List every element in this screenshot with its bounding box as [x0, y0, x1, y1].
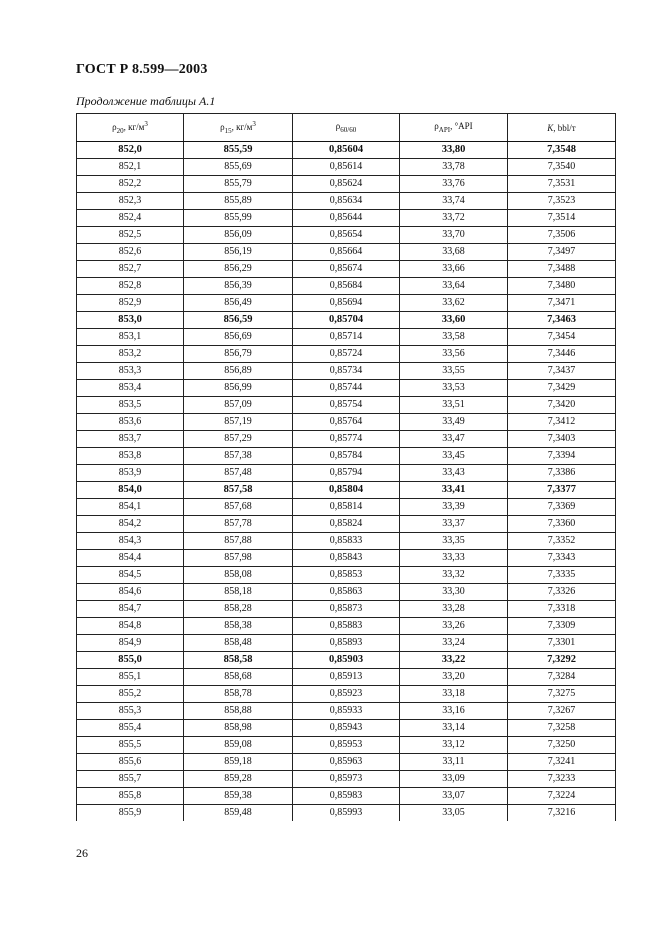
table-cell: 852,0 — [77, 142, 184, 159]
table-row — [77, 720, 616, 737]
table-row — [77, 465, 616, 482]
table-cell: 854,5 — [77, 567, 184, 584]
table-cell: 854,3 — [77, 533, 184, 550]
table-cell: 33,16 — [400, 703, 508, 720]
table-cell: 33,43 — [400, 465, 508, 482]
table-cell: 858,68 — [184, 669, 293, 686]
table-cell: 857,88 — [184, 533, 293, 550]
table-cell: 855,9 — [77, 805, 184, 822]
page-number: 26 — [76, 846, 88, 860]
table-cell: 0,85943 — [293, 720, 400, 737]
table-cell: 33,56 — [400, 346, 508, 363]
table-cell: 7,3267 — [508, 703, 616, 720]
table-cell: 857,38 — [184, 448, 293, 465]
table-cell: 859,18 — [184, 754, 293, 771]
column-superscript: 3 — [252, 120, 256, 129]
table-cell: 0,85624 — [293, 176, 400, 193]
table-cell: 852,5 — [77, 227, 184, 244]
column-symbol: K — [547, 122, 554, 133]
table-cell: 7,3275 — [508, 686, 616, 703]
table-row — [77, 788, 616, 805]
table-cell: 858,78 — [184, 686, 293, 703]
table-cell: 855,8 — [77, 788, 184, 805]
table-row — [77, 771, 616, 788]
table-cell: 7,3301 — [508, 635, 616, 652]
table-cell: 33,41 — [400, 482, 508, 499]
table-cell: 7,3403 — [508, 431, 616, 448]
table-cell: 855,89 — [184, 193, 293, 210]
table-caption: Продолжение таблицы А.1 — [76, 94, 216, 108]
table-cell: 858,88 — [184, 703, 293, 720]
table-cell: 7,3394 — [508, 448, 616, 465]
table-cell: 7,3224 — [508, 788, 616, 805]
table-row — [77, 482, 616, 499]
table-cell: 856,59 — [184, 312, 293, 329]
table-cell: 0,85644 — [293, 210, 400, 227]
table-row — [77, 142, 616, 159]
table-cell: 33,11 — [400, 754, 508, 771]
table-cell: 856,79 — [184, 346, 293, 363]
table-cell: 857,98 — [184, 550, 293, 567]
table-cell: 33,60 — [400, 312, 508, 329]
table-cell: 33,30 — [400, 584, 508, 601]
table-cell: 854,6 — [77, 584, 184, 601]
table-cell: 854,7 — [77, 601, 184, 618]
column-subscript: 20 — [116, 126, 124, 135]
column-header-rho15 — [184, 114, 293, 142]
column-header-rho60-60 — [293, 114, 400, 142]
table-row — [77, 567, 616, 584]
table-cell: 856,69 — [184, 329, 293, 346]
table-cell: 33,80 — [400, 142, 508, 159]
table-cell: 0,85704 — [293, 312, 400, 329]
table-cell: 853,9 — [77, 465, 184, 482]
table-row — [77, 414, 616, 431]
table-cell: 7,3437 — [508, 363, 616, 380]
table-cell: 855,4 — [77, 720, 184, 737]
table-cell: 0,85973 — [293, 771, 400, 788]
table-cell: 33,14 — [400, 720, 508, 737]
table-cell: 856,39 — [184, 278, 293, 295]
table-row — [77, 754, 616, 771]
table-cell: 854,1 — [77, 499, 184, 516]
table-cell: 852,4 — [77, 210, 184, 227]
table-cell: 7,3377 — [508, 482, 616, 499]
table-cell: 0,85833 — [293, 533, 400, 550]
table-cell: 0,85694 — [293, 295, 400, 312]
table-cell: 7,3318 — [508, 601, 616, 618]
table-cell: 852,2 — [77, 176, 184, 193]
table-row — [77, 686, 616, 703]
table-cell: 7,3548 — [508, 142, 616, 159]
table-row — [77, 652, 616, 669]
table-row — [77, 805, 616, 822]
table-cell: 7,3531 — [508, 176, 616, 193]
table-cell: 852,6 — [77, 244, 184, 261]
table-cell: 0,85664 — [293, 244, 400, 261]
table-cell: 0,85873 — [293, 601, 400, 618]
table-cell: 855,6 — [77, 754, 184, 771]
data-table-container — [76, 113, 615, 821]
table-cell: 855,59 — [184, 142, 293, 159]
table-cell: 33,78 — [400, 159, 508, 176]
table-cell: 0,85983 — [293, 788, 400, 805]
table-cell: 0,85933 — [293, 703, 400, 720]
table-cell: 7,3488 — [508, 261, 616, 278]
column-unit: , °API — [450, 120, 473, 131]
table-row — [77, 431, 616, 448]
table-cell: 33,53 — [400, 380, 508, 397]
table-cell: 858,98 — [184, 720, 293, 737]
table-cell: 853,4 — [77, 380, 184, 397]
table-cell: 857,58 — [184, 482, 293, 499]
table-cell: 33,64 — [400, 278, 508, 295]
table-cell: 853,7 — [77, 431, 184, 448]
table-row — [77, 346, 616, 363]
table-cell: 857,68 — [184, 499, 293, 516]
table-cell: 0,85923 — [293, 686, 400, 703]
table-cell: 33,55 — [400, 363, 508, 380]
table-cell: 7,3454 — [508, 329, 616, 346]
table-row — [77, 295, 616, 312]
table-cell: 33,62 — [400, 295, 508, 312]
table-row — [77, 278, 616, 295]
table-cell: 857,09 — [184, 397, 293, 414]
table-row — [77, 380, 616, 397]
table-cell: 7,3335 — [508, 567, 616, 584]
table-cell: 0,85654 — [293, 227, 400, 244]
table-cell: 7,3412 — [508, 414, 616, 431]
table-cell: 33,33 — [400, 550, 508, 567]
table-cell: 855,0 — [77, 652, 184, 669]
table-cell: 855,7 — [77, 771, 184, 788]
table-body — [77, 142, 616, 822]
table-cell: 7,3258 — [508, 720, 616, 737]
table-cell: 7,3514 — [508, 210, 616, 227]
table-cell: 33,22 — [400, 652, 508, 669]
table-row — [77, 737, 616, 754]
table-cell: 7,3480 — [508, 278, 616, 295]
table-cell: 0,85903 — [293, 652, 400, 669]
table-cell: 0,85883 — [293, 618, 400, 635]
table-cell: 33,32 — [400, 567, 508, 584]
table-cell: 0,85734 — [293, 363, 400, 380]
column-unit: , кг/м — [123, 122, 145, 133]
table-cell: 7,3284 — [508, 669, 616, 686]
table-cell: 853,0 — [77, 312, 184, 329]
table-cell: 0,85953 — [293, 737, 400, 754]
table-row — [77, 635, 616, 652]
table-row — [77, 516, 616, 533]
table-cell: 853,2 — [77, 346, 184, 363]
table-cell: 7,3369 — [508, 499, 616, 516]
table-row — [77, 499, 616, 516]
table-cell: 7,3420 — [508, 397, 616, 414]
table-cell: 33,12 — [400, 737, 508, 754]
table-cell: 7,3360 — [508, 516, 616, 533]
table-row — [77, 363, 616, 380]
table-header-row — [77, 114, 616, 142]
document-title: ГОСТ Р 8.599—2003 — [76, 62, 208, 77]
table-cell: 854,9 — [77, 635, 184, 652]
table-cell: 857,29 — [184, 431, 293, 448]
table-cell: 7,3343 — [508, 550, 616, 567]
table-cell: 856,19 — [184, 244, 293, 261]
table-cell: 7,3292 — [508, 652, 616, 669]
table-row — [77, 669, 616, 686]
table-cell: 859,08 — [184, 737, 293, 754]
table-cell: 858,28 — [184, 601, 293, 618]
table-row — [77, 244, 616, 261]
table-cell: 859,38 — [184, 788, 293, 805]
table-cell: 855,69 — [184, 159, 293, 176]
table-cell: 858,58 — [184, 652, 293, 669]
table-cell: 7,3523 — [508, 193, 616, 210]
table-cell: 33,66 — [400, 261, 508, 278]
table-cell: 852,8 — [77, 278, 184, 295]
table-cell: 856,09 — [184, 227, 293, 244]
table-cell: 0,85863 — [293, 584, 400, 601]
data-table — [76, 113, 616, 821]
table-cell: 852,7 — [77, 261, 184, 278]
table-cell: 0,85764 — [293, 414, 400, 431]
table-cell: 856,29 — [184, 261, 293, 278]
table-cell: 856,89 — [184, 363, 293, 380]
column-symbol: ρ — [434, 120, 439, 131]
table-cell: 0,85744 — [293, 380, 400, 397]
table-cell: 33,58 — [400, 329, 508, 346]
table-cell: 855,5 — [77, 737, 184, 754]
table-cell: 858,08 — [184, 567, 293, 584]
table-cell: 33,70 — [400, 227, 508, 244]
table-cell: 0,85784 — [293, 448, 400, 465]
table-cell: 857,48 — [184, 465, 293, 482]
column-subscript: 15 — [224, 126, 232, 135]
table-cell: 853,1 — [77, 329, 184, 346]
table-cell: 0,85814 — [293, 499, 400, 516]
table-cell: 854,4 — [77, 550, 184, 567]
column-symbol: ρ — [220, 122, 225, 133]
table-cell: 856,49 — [184, 295, 293, 312]
table-cell: 7,3506 — [508, 227, 616, 244]
table-cell: 7,3216 — [508, 805, 616, 822]
table-cell: 855,2 — [77, 686, 184, 703]
table-row — [77, 261, 616, 278]
table-cell: 7,3233 — [508, 771, 616, 788]
table-cell: 858,18 — [184, 584, 293, 601]
table-row — [77, 329, 616, 346]
table-cell: 33,09 — [400, 771, 508, 788]
table-cell: 0,85913 — [293, 669, 400, 686]
column-superscript: 3 — [144, 120, 148, 129]
table-cell: 0,85614 — [293, 159, 400, 176]
table-row — [77, 533, 616, 550]
table-cell: 852,9 — [77, 295, 184, 312]
column-symbol: ρ — [112, 122, 117, 133]
column-unit: , кг/м — [231, 122, 253, 133]
column-subscript: API — [438, 125, 451, 134]
table-cell: 7,3471 — [508, 295, 616, 312]
table-cell: 33,45 — [400, 448, 508, 465]
table-cell: 33,05 — [400, 805, 508, 822]
table-cell: 33,51 — [400, 397, 508, 414]
table-cell: 0,85634 — [293, 193, 400, 210]
table-cell: 852,1 — [77, 159, 184, 176]
table-row — [77, 584, 616, 601]
table-cell: 855,99 — [184, 210, 293, 227]
table-cell: 7,3326 — [508, 584, 616, 601]
table-cell: 0,85963 — [293, 754, 400, 771]
table-cell: 33,26 — [400, 618, 508, 635]
table-cell: 7,3446 — [508, 346, 616, 363]
table-cell: 0,85714 — [293, 329, 400, 346]
table-cell: 857,78 — [184, 516, 293, 533]
table-cell: 859,48 — [184, 805, 293, 822]
table-row — [77, 227, 616, 244]
table-cell: 33,20 — [400, 669, 508, 686]
table-cell: 0,85794 — [293, 465, 400, 482]
table-row — [77, 159, 616, 176]
table-cell: 7,3463 — [508, 312, 616, 329]
table-cell: 0,85604 — [293, 142, 400, 159]
table-cell: 33,39 — [400, 499, 508, 516]
table-cell: 7,3241 — [508, 754, 616, 771]
table-cell: 852,3 — [77, 193, 184, 210]
column-subscript: 60/60 — [340, 125, 357, 134]
table-row — [77, 618, 616, 635]
table-cell: 853,3 — [77, 363, 184, 380]
table-cell: 858,38 — [184, 618, 293, 635]
column-symbol: ρ — [335, 120, 341, 131]
table-cell: 7,3250 — [508, 737, 616, 754]
table-row — [77, 703, 616, 720]
table-cell: 0,85824 — [293, 516, 400, 533]
table-cell: 33,35 — [400, 533, 508, 550]
table-cell: 33,37 — [400, 516, 508, 533]
table-cell: 855,79 — [184, 176, 293, 193]
table-cell: 0,85993 — [293, 805, 400, 822]
table-cell: 0,85843 — [293, 550, 400, 567]
table-cell: 33,49 — [400, 414, 508, 431]
table-cell: 854,2 — [77, 516, 184, 533]
table-cell: 855,1 — [77, 669, 184, 686]
table-cell: 7,3386 — [508, 465, 616, 482]
table-cell: 0,85853 — [293, 567, 400, 584]
table-cell: 7,3429 — [508, 380, 616, 397]
table-cell: 33,07 — [400, 788, 508, 805]
table-cell: 0,85674 — [293, 261, 400, 278]
table-row — [77, 550, 616, 567]
table-cell: 0,85754 — [293, 397, 400, 414]
table-cell: 33,18 — [400, 686, 508, 703]
table-cell: 33,74 — [400, 193, 508, 210]
table-cell: 33,24 — [400, 635, 508, 652]
table-cell: 854,0 — [77, 482, 184, 499]
table-row — [77, 312, 616, 329]
table-cell: 0,85724 — [293, 346, 400, 363]
table-cell: 33,68 — [400, 244, 508, 261]
column-header-rho-api — [400, 114, 508, 142]
table-cell: 853,6 — [77, 414, 184, 431]
column-header-rho20 — [77, 114, 184, 142]
table-row — [77, 193, 616, 210]
table-cell: 853,8 — [77, 448, 184, 465]
table-cell: 855,3 — [77, 703, 184, 720]
table-cell: 859,28 — [184, 771, 293, 788]
table-cell: 856,99 — [184, 380, 293, 397]
table-row — [77, 601, 616, 618]
table-cell: 0,85804 — [293, 482, 400, 499]
table-row — [77, 448, 616, 465]
table-cell: 7,3352 — [508, 533, 616, 550]
column-unit: , bbl/т — [553, 122, 576, 133]
table-row — [77, 210, 616, 227]
table-cell: 853,5 — [77, 397, 184, 414]
table-cell: 857,19 — [184, 414, 293, 431]
table-cell: 7,3309 — [508, 618, 616, 635]
table-cell: 858,48 — [184, 635, 293, 652]
column-header-k — [508, 114, 616, 142]
table-cell: 854,8 — [77, 618, 184, 635]
table-cell: 7,3497 — [508, 244, 616, 261]
table-cell: 0,85893 — [293, 635, 400, 652]
table-cell: 33,72 — [400, 210, 508, 227]
table-row — [77, 397, 616, 414]
table-cell: 33,47 — [400, 431, 508, 448]
table-row — [77, 176, 616, 193]
table-cell: 33,76 — [400, 176, 508, 193]
table-cell: 7,3540 — [508, 159, 616, 176]
table-cell: 0,85684 — [293, 278, 400, 295]
table-cell: 33,28 — [400, 601, 508, 618]
table-cell: 0,85774 — [293, 431, 400, 448]
